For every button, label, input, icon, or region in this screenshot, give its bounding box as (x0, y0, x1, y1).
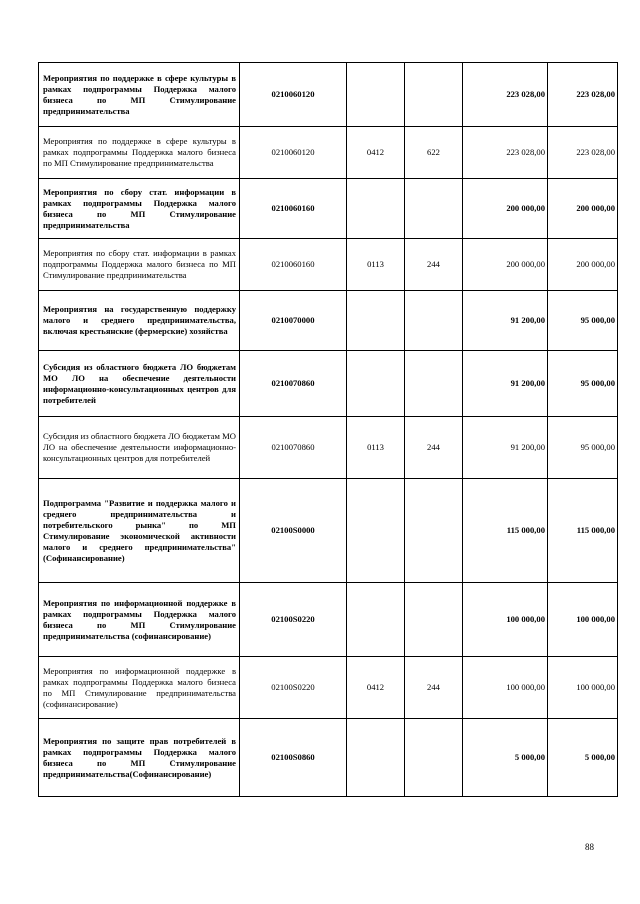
row-code: 0210070860 (240, 417, 347, 479)
row-sum-1: 91 200,00 (463, 417, 548, 479)
table-row (39, 479, 618, 583)
row-type (405, 479, 463, 583)
row-sum-2: 223 028,00 (548, 127, 618, 179)
row-section (347, 479, 405, 583)
row-section (347, 179, 405, 239)
row-sum-2: 5 000,00 (548, 719, 618, 797)
row-name: Мероприятия по защите прав потребителей в рамках подпрограммы Поддержка малого бизнеса по МП Стимулирование предпринимательства(Софинансирование) (39, 719, 240, 797)
row-sum-1: 200 000,00 (463, 239, 548, 291)
row-section (347, 291, 405, 351)
row-sum-1: 223 028,00 (463, 63, 548, 127)
row-type: 244 (405, 657, 463, 719)
table-row (39, 657, 618, 719)
row-section: 0412 (347, 657, 405, 719)
row-code: 02100S0220 (240, 657, 347, 719)
table-row (39, 291, 618, 351)
row-type (405, 583, 463, 657)
row-sum-1: 91 200,00 (463, 291, 548, 351)
row-name: Мероприятия по информационной поддержке в рамках подпрограммы Поддержка малого бизнеса по МП Стимулирование предпринимательства (софинансирование) (39, 583, 240, 657)
row-type (405, 179, 463, 239)
row-sum-2: 100 000,00 (548, 583, 618, 657)
row-sum-2: 115 000,00 (548, 479, 618, 583)
row-name: Подпрограмма "Развитие и поддержка малого и среднего предпринимательства и потребительского рынка" по МП Стимулирование экономической активности малого и среднего предпринимательства" (Софинансирование) (39, 479, 240, 583)
row-type: 244 (405, 417, 463, 479)
row-name: Мероприятия по информационной поддержке в рамках подпрограммы Поддержка малого бизнеса по МП Стимулирование предпринимательства (софинансирование) (39, 657, 240, 719)
row-sum-2: 95 000,00 (548, 291, 618, 351)
row-section: 0113 (347, 239, 405, 291)
row-code: 0210060160 (240, 239, 347, 291)
row-sum-1: 5 000,00 (463, 719, 548, 797)
row-name: Мероприятия по сбору стат. информации в рамках подпрограммы Поддержка малого бизнеса по МП Стимулирование предпринимательства (39, 179, 240, 239)
row-code: 02100S0000 (240, 479, 347, 583)
row-type (405, 719, 463, 797)
row-type (405, 351, 463, 417)
table-row (39, 179, 618, 239)
row-section: 0113 (347, 417, 405, 479)
row-section (347, 351, 405, 417)
row-section (347, 583, 405, 657)
row-sum-2: 95 000,00 (548, 351, 618, 417)
row-code: 0210070000 (240, 291, 347, 351)
table-row (39, 127, 618, 179)
row-type: 622 (405, 127, 463, 179)
row-sum-1: 100 000,00 (463, 657, 548, 719)
row-sum-1: 91 200,00 (463, 351, 548, 417)
row-name: Мероприятия по сбору стат. информации в рамках подпрограммы Поддержка малого бизнеса по МП Стимулирование предпринимательства (39, 239, 240, 291)
row-code: 0210060160 (240, 179, 347, 239)
row-sum-1: 200 000,00 (463, 179, 548, 239)
budget-table-body (39, 63, 618, 797)
table-row (39, 583, 618, 657)
row-code: 02100S0220 (240, 583, 347, 657)
budget-table (38, 62, 618, 797)
row-sum-2: 223 028,00 (548, 63, 618, 127)
row-section (347, 719, 405, 797)
table-row (39, 417, 618, 479)
row-section: 0412 (347, 127, 405, 179)
row-type (405, 291, 463, 351)
table-row (39, 239, 618, 291)
row-name: Субсидия из областного бюджета ЛО бюджетам МО ЛО на обеспечение деятельности информационно-консультационных центров для потребителей (39, 417, 240, 479)
table-row (39, 63, 618, 127)
table-row (39, 351, 618, 417)
row-code: 0210060120 (240, 63, 347, 127)
row-type (405, 63, 463, 127)
row-sum-2: 200 000,00 (548, 179, 618, 239)
row-name: Субсидия из областного бюджета ЛО бюджетам МО ЛО на обеспечение деятельности информационно-консультационных центров для потребителей (39, 351, 240, 417)
row-sum-2: 100 000,00 (548, 657, 618, 719)
row-type: 244 (405, 239, 463, 291)
row-name: Мероприятия по поддержке в сфере культуры в рамках подпрограммы Поддержка малого бизнеса по МП Стимулирование предпринимательства (39, 127, 240, 179)
row-code: 0210070860 (240, 351, 347, 417)
row-sum-1: 223 028,00 (463, 127, 548, 179)
row-section (347, 63, 405, 127)
row-sum-2: 200 000,00 (548, 239, 618, 291)
row-sum-1: 115 000,00 (463, 479, 548, 583)
table-row (39, 719, 618, 797)
row-name: Мероприятия по поддержке в сфере культуры в рамках подпрограммы Поддержка малого бизнеса по МП Стимулирование предпринимательства (39, 63, 240, 127)
row-code: 0210060120 (240, 127, 347, 179)
row-sum-1: 100 000,00 (463, 583, 548, 657)
row-code: 02100S0860 (240, 719, 347, 797)
row-sum-2: 95 000,00 (548, 417, 618, 479)
page-number: 88 (585, 842, 594, 852)
row-name: Мероприятия на государственную поддержку малого и среднего предпринимательства, включая крестьянские (фермерские) хозяйства (39, 291, 240, 351)
